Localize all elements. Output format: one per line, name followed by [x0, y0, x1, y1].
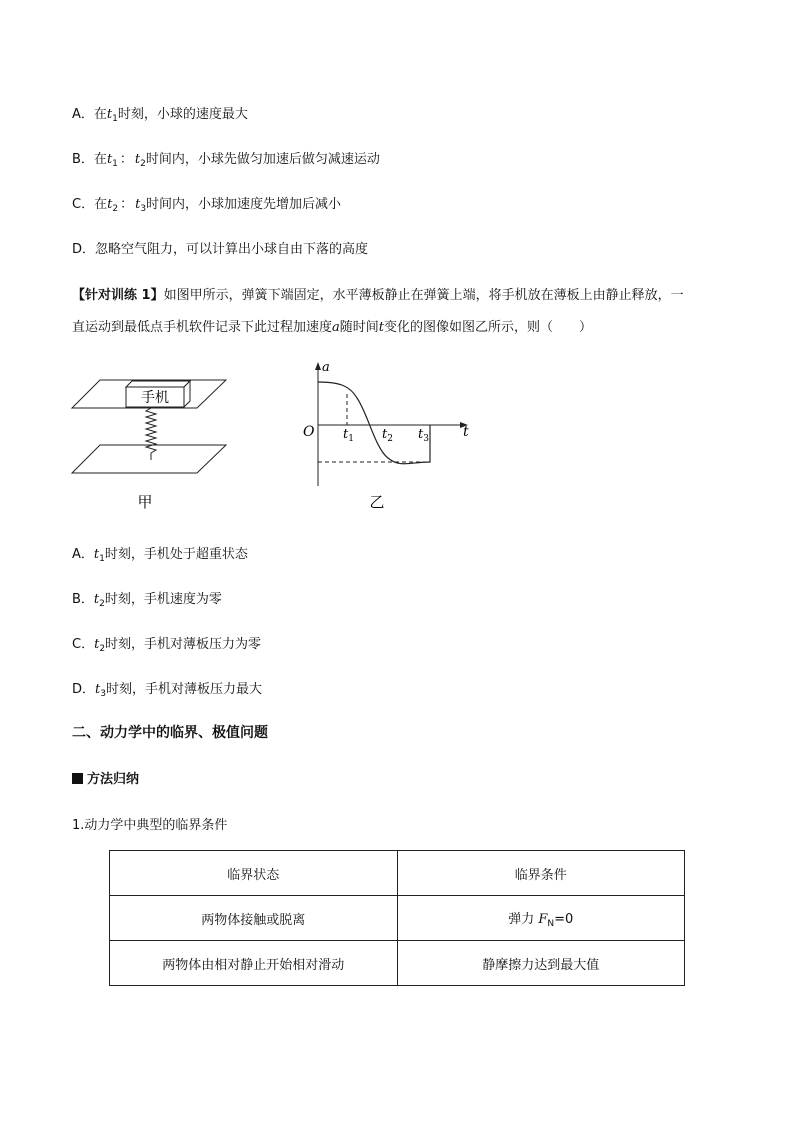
option-q2-d: D．$t_3$时刻，手机对薄板压力最大: [72, 682, 262, 699]
training-line-2: 直运动到最低点手机软件记录下此过程加速度a随时间t变化的图像如图乙所示，则（ ）: [72, 320, 593, 335]
option-q2-a: A．$t_1$时刻，手机处于超重状态: [72, 547, 248, 564]
origin-label: O: [303, 424, 315, 440]
option-q2-c: C．$t_2$时刻，手机对薄板压力为零: [72, 637, 262, 654]
caption-jia: 甲: [137, 493, 153, 511]
tick-t1: $t_1$: [343, 427, 354, 444]
table-header-state: 临界状态: [110, 851, 398, 896]
training-line-1: 【针对训练 1】如图甲所示，弹簧下端固定，水平薄板静止在弹簧上端，将手机放在薄板上由静止释放，一: [72, 288, 684, 303]
option-d: D．忽略空气阻力，可以计算出小球自由下落的高度: [72, 242, 369, 257]
spring: [146, 408, 156, 460]
a-t-curve: [318, 382, 430, 464]
subsection-1: 1.动力学中典型的临界条件: [72, 818, 228, 833]
option-b: B．在$t_1$ ： $t_2$时间内，小球先做匀加速后做匀减速运动: [72, 152, 380, 169]
table-cell-condition: 弹力 $F_N=0$: [397, 896, 685, 941]
figure-jia: [72, 380, 226, 511]
tick-t3: $t_3$: [418, 427, 429, 444]
training-tag: 【针对训练 1】: [72, 288, 164, 303]
table-row: [110, 941, 685, 986]
phone-label: 手机: [141, 390, 169, 406]
figure-area: [0, 350, 794, 520]
tick-t2: $t_2$: [382, 427, 393, 444]
table-cell-condition: 静摩擦力达到最大值: [397, 941, 685, 986]
option-q2-b: B．$t_2$时刻，手机速度为零: [72, 592, 222, 609]
bottom-plate: [72, 445, 226, 473]
method-heading: 方法归纳: [72, 768, 139, 787]
caption-yi: 乙: [369, 493, 385, 511]
table-cell-state: 两物体接触或脱离: [110, 896, 398, 941]
x-axis-label: t: [463, 424, 469, 440]
y-axis-label: a: [322, 360, 330, 375]
phone-box-top: [126, 381, 190, 387]
section-title: 二、动力学中的临界、极值问题: [72, 725, 268, 741]
table-header-row: [110, 851, 685, 896]
figure-svg: [0, 350, 794, 520]
option-c: C．在$t_2$ ： $t_3$时间内，小球加速度先增加后减小: [72, 197, 342, 214]
option-a: A．在$t_1$时刻，小球的速度最大: [72, 107, 248, 124]
square-bullet-icon: [72, 773, 83, 784]
table-header-condition: 临界条件: [397, 851, 685, 896]
figure-yi: [303, 360, 469, 511]
table-cell-state: 两物体由相对静止开始相对滑动: [110, 941, 398, 986]
table-row: [110, 896, 685, 941]
y-axis-arrow: [315, 362, 321, 370]
critical-conditions-table: [109, 850, 685, 986]
